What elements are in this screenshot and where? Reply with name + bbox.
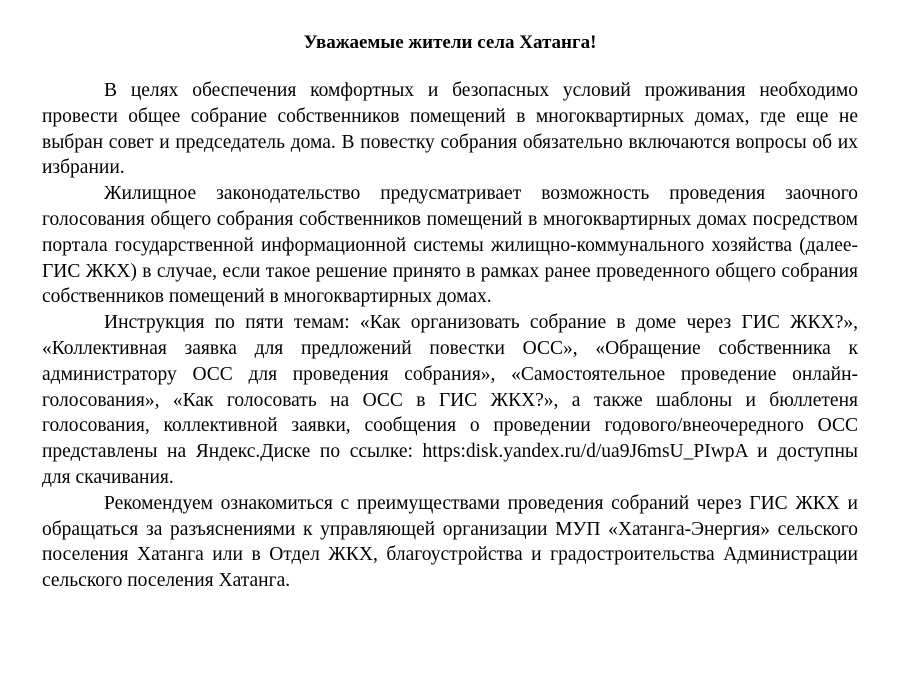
- instructions-tail-text: и доступны для скачивания.: [42, 441, 858, 488]
- document-title: Уважаемые жители села Хатанга!: [303, 32, 597, 53]
- paragraph-meeting-purpose: В целях обеспечения комфортных и безопасных условий проживания необходимо провести общее собрание собственников помещений в многоквартирных домах, где еще не выбран совет и председатель дома. В повестку собрания обязательно включаются вопросы об их избрании.: [42, 80, 858, 179]
- document-page: [42, 30, 858, 594]
- paragraph-remote-voting: Жилищное законодательство предусматривает возможность проведения заочного голосования общего собрания собственников помещений в многоквартирных домах посредством портала государственной информационной системы жилищно-коммунального хозяйства (далее-ГИС ЖКХ) в случае, если такое решение принято в рамках ранее проведенного общего собрания собственников помещений в многоквартирных домах.: [42, 183, 858, 308]
- yandex-disk-link[interactable]: https:disk.yandex.ru/d/ua9J6msU_PIwpA: [422, 441, 748, 463]
- paragraph-recommendation: Рекомендуем ознакомиться с преимуществами проведения собраний через ГИС ЖКХ и обращаться за разъяснениями к управляющей организации МУП «Хатанга-Энергия» сельского поселения Хатанга или в Отдел ЖКХ, благоустройства и градостроительства Администрации сельского поселения Хатанга.: [42, 492, 858, 592]
- paragraph-instructions: [42, 310, 858, 491]
- instructions-text: Инструкция по пяти темам: «Как организовать собрание в доме через ГИС ЖКХ?», «Коллективная заявка для предложений повестки ОСС», «Обращение собственника к администратору ОСС для проведения собрания», «Самостоятельное проведение онлайн-голосования», «Как голосовать на ОСС в ГИС ЖКХ?», а также шаблоны и бюллетеня голосования, коллективной заявки, сообщения о проведении годового/внеочередного ОСС представлены на Яндекс.Диске по ссылке:: [42, 312, 858, 463]
